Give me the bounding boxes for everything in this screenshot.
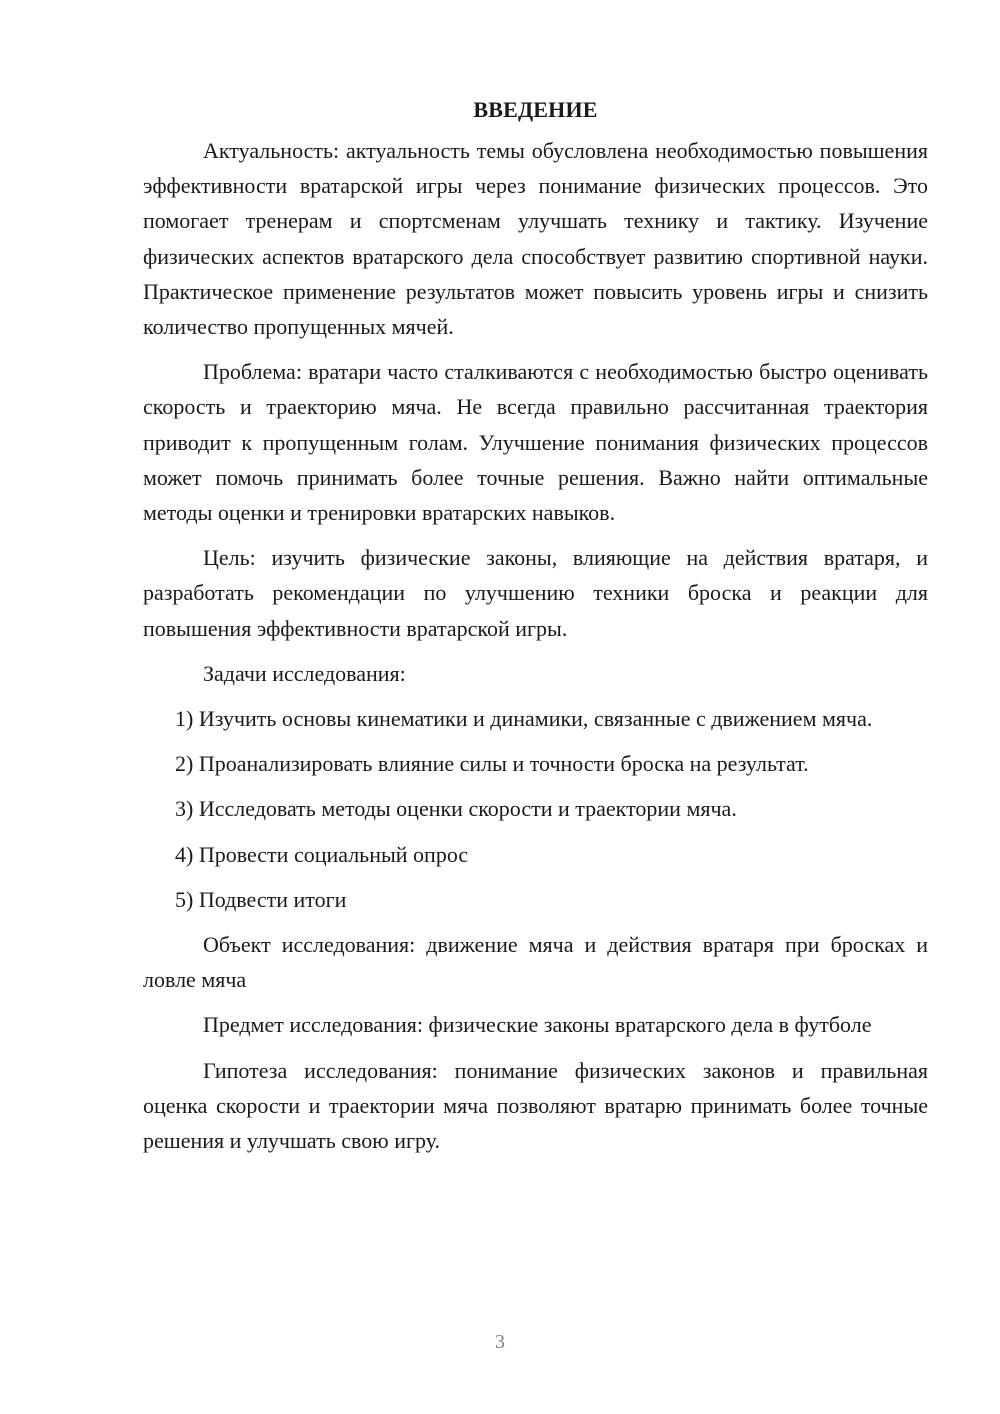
paragraph-object: Объект исследования: движение мяча и действия вратаря при бросках и ловле мяча (143, 932, 928, 993)
paragraph-problem: Проблема: вратари часто сталкиваются с необходимостью быстро оценивать скорость и траекторию мяча. Не всегда правильно рассчитанная траектория приводит к пропущенным голам. Улучшение понимания физических процессов может помочь принимать более точные решения. Важно найти оптимальные методы оценки и тренировки вратарских навыков. (143, 359, 928, 526)
task-item-2: 2) Проанализировать влияние силы и точности броска на результат. (175, 751, 809, 777)
paragraph-goal: Цель: изучить физические законы, влияющие на действия вратаря, и разработать рекомендации по улучшению техники броска и реакции для повышения эффективности вратарской игры. (143, 545, 928, 641)
paragraph-relevance: Актуальность: актуальность темы обусловлена необходимостью повышения эффективности вратарской игры через понимание физических процессов. Это помогает тренерам и спортсменам улучшать технику и тактику. Изучение физических аспектов вратарского дела способствует развитию спортивной науки. Практическое применение результатов может повысить уровень игры и снизить количество пропущенных мячей. (143, 138, 928, 340)
task-item-5: 5) Подвести итоги (175, 886, 347, 912)
section-title: ВВЕДЕНИЕ (473, 97, 598, 122)
task-item-1: 1) Изучить основы кинематики и динамики, связанные с движением мяча. (175, 706, 873, 732)
paragraph-hypothesis: Гипотеза исследования: понимание физических законов и правильная оценка скорости и траектории мяча позволяют вратарю принимать более точные решения и улучшать свою игру. (143, 1057, 928, 1154)
document-page (143, 92, 928, 1168)
task-item-3: 3) Исследовать методы оценки скорости и траектории мяча. (175, 796, 737, 822)
paragraph-subject: Предмет исследования: физические законы вратарского дела в футболе (203, 1012, 872, 1038)
page-number: 3 (495, 1331, 505, 1353)
task-item-4: 4) Провести социальный опрос (175, 841, 469, 867)
paragraph-tasks-heading: Задачи исследования: (203, 660, 406, 686)
